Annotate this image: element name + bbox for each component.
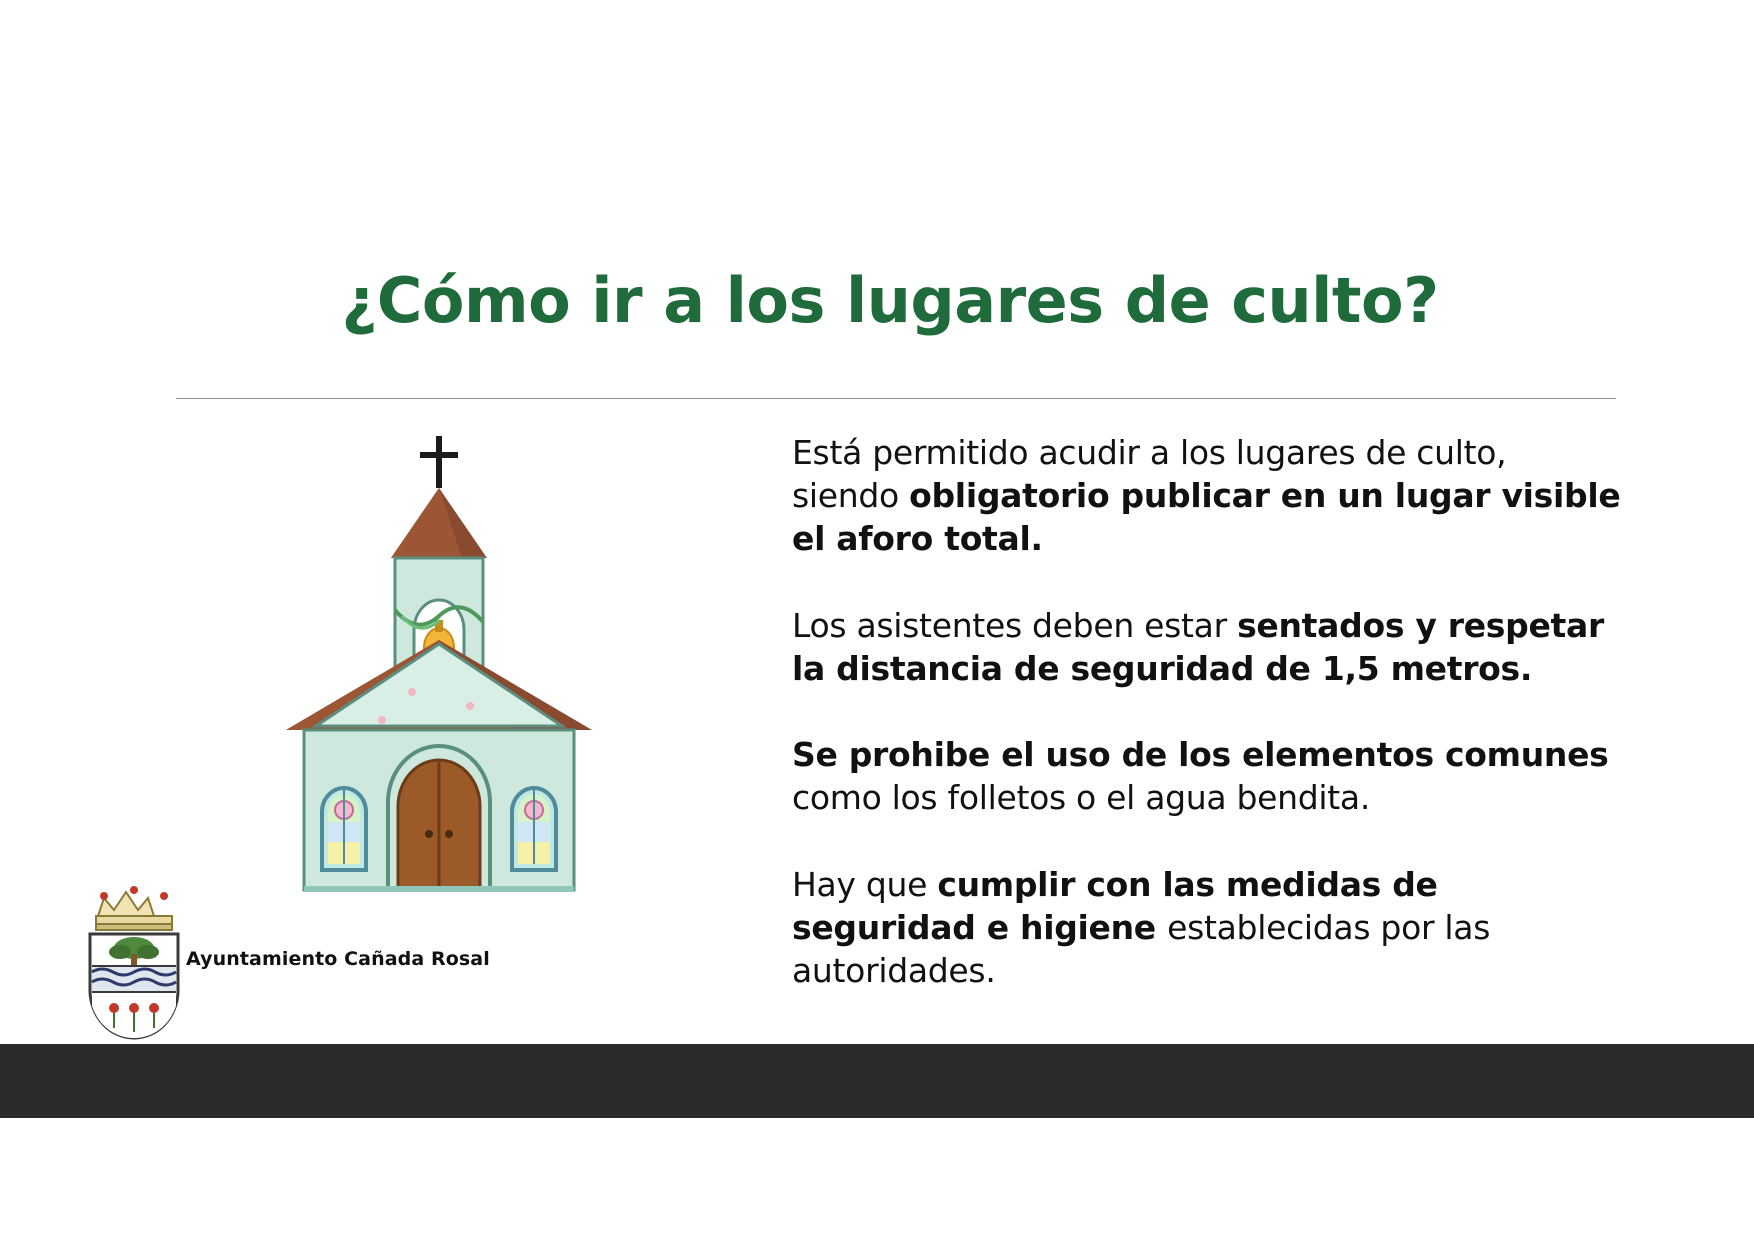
footer-band-edge	[0, 1118, 1754, 1122]
body-text-column	[792, 432, 1622, 993]
page-title: ¿Cómo ir a los lugares de culto?	[341, 264, 1439, 337]
footer-band	[0, 1044, 1754, 1118]
coat-of-arms	[74, 882, 194, 1042]
municipality-label: Ayuntamiento Cañada Rosal	[186, 948, 490, 970]
church-illustration	[262, 430, 622, 930]
title-divider	[176, 398, 1616, 399]
coat-of-arms-icon	[74, 882, 194, 1042]
paragraph-2: Los asistentes deben estar sentados y respetar la distancia de seguridad de 1,5 metros.	[792, 605, 1604, 688]
paragraph-1: Está permitido acudir a los lugares de culto, siendo obligatorio publicar en un lugar visible el aforo total.	[792, 433, 1621, 558]
paragraph-3: Se prohibe el uso de los elementos comunes como los folletos o el agua bendita.	[792, 735, 1609, 818]
church-icon	[262, 430, 622, 930]
paragraph-4: Hay que cumplir con las medidas de seguridad e higiene establecidas por las autoridades.	[792, 865, 1491, 991]
